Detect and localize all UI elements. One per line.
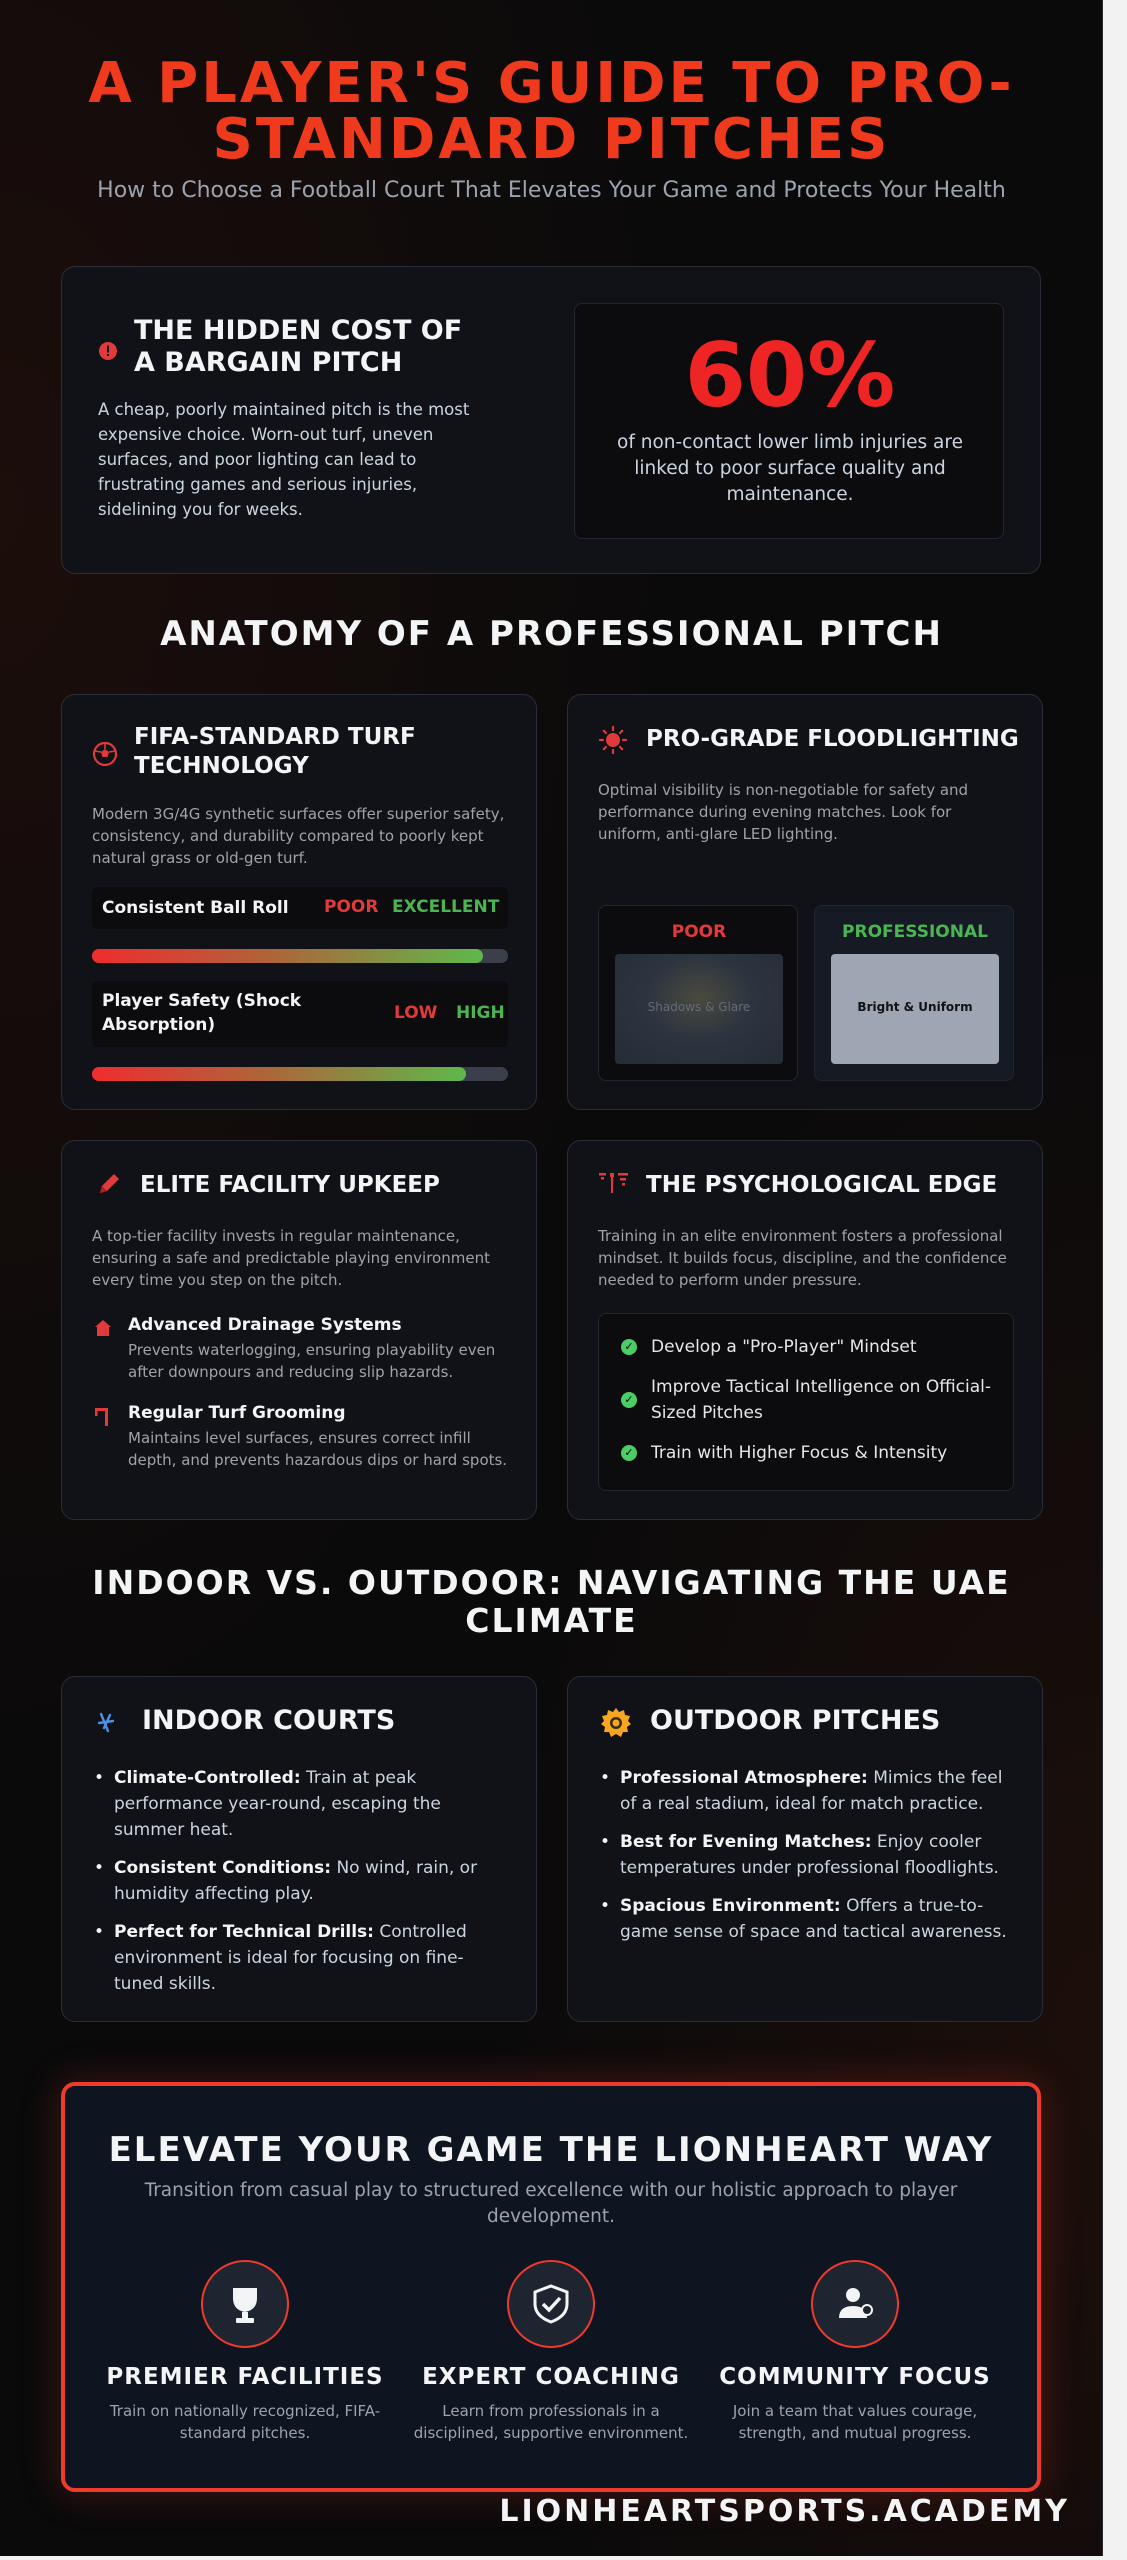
hidden-cost-title: THE HIDDEN COST OF A BARGAIN PITCH bbox=[134, 315, 463, 378]
metric-ball-roll-fill bbox=[92, 949, 483, 963]
psych-card bbox=[567, 1140, 1043, 1520]
alert-icon bbox=[98, 341, 118, 361]
check-icon: ✓ bbox=[621, 1392, 637, 1408]
brain-signal-icon bbox=[598, 1171, 630, 1197]
page-subtitle: How to Choose a Football Court That Elevates Your Game and Protects Your Health bbox=[97, 178, 1006, 203]
list-item: • Spacious Environment: Offers a true-to-game sense of space and tactical awareness. bbox=[598, 1893, 1014, 1945]
outdoor-card bbox=[567, 1676, 1043, 2022]
metric-ball-roll-bar bbox=[92, 949, 508, 963]
psych-title: THE PSYCHOLOGICAL EDGE bbox=[646, 1172, 998, 1198]
lighting-card bbox=[567, 694, 1043, 1110]
turf-title: FIFA-STANDARD TURF TECHNOLOGY bbox=[134, 724, 416, 779]
metric-name: Consistent Ball Roll bbox=[102, 898, 289, 918]
indoor-title: INDOOR COURTS bbox=[142, 1705, 396, 1736]
checklist-item: ✓ Train with Higher Focus & Intensity bbox=[621, 1440, 1001, 1466]
upkeep-item-text: Maintains level surfaces, ensures correct infill depth, and prevents hazardous dips or hard spots. bbox=[128, 1429, 508, 1469]
check-icon: ✓ bbox=[621, 1339, 637, 1355]
sun-icon bbox=[600, 1707, 632, 1739]
check-icon: ✓ bbox=[621, 1445, 637, 1461]
house-icon bbox=[94, 1319, 112, 1337]
cta-subtitle: Transition from casual play to structured excellence with our holistic approach to player development. bbox=[144, 2180, 958, 2227]
lighting-pro-label: PROFESSIONAL bbox=[842, 922, 988, 942]
upkeep-item-title: Regular Turf Grooming bbox=[128, 1403, 346, 1423]
indoor-card bbox=[61, 1676, 537, 2022]
upkeep-item-text: Prevents waterlogging, ensuring playability even after downpours and reducing slip hazards. bbox=[128, 1341, 496, 1381]
indoor-list bbox=[92, 1765, 508, 2009]
upkeep-item-title: Advanced Drainage Systems bbox=[128, 1315, 402, 1335]
user-group-icon bbox=[811, 2260, 899, 2348]
shield-check-icon bbox=[507, 2260, 595, 2348]
lighting-pro-panel bbox=[814, 905, 1014, 1081]
pillar-text: Join a team that values courage, strength, and mutual progress. bbox=[732, 2402, 978, 2442]
outdoor-title: OUTDOOR PITCHES bbox=[650, 1705, 941, 1736]
hidden-cost-text: A cheap, poorly maintained pitch is the most expensive choice. Worn-out turf, uneven surfaces, and poor lighting can lead to frustrating games and serious injuries, sidelining you for weeks. bbox=[98, 400, 470, 519]
floodlight-icon bbox=[598, 725, 628, 755]
lighting-pro-caption: Bright & Uniform bbox=[857, 1000, 973, 1014]
footer-brand[interactable]: LIONHEARTSPORTS.ACADEMY bbox=[499, 2494, 1070, 2529]
turf-card bbox=[61, 694, 537, 1110]
lighting-text: Optimal visibility is non-negotiable for safety and performance during evening matches. Look for uniform, anti-glare LED lighting. bbox=[598, 781, 969, 843]
lighting-poor-label: POOR bbox=[671, 922, 727, 942]
rake-icon bbox=[94, 1407, 112, 1427]
lighting-pro-sample bbox=[831, 954, 999, 1064]
metric-high-label: EXCELLENT bbox=[392, 897, 500, 917]
stat-box bbox=[574, 303, 1004, 539]
pillar-title: COMMUNITY FOCUS bbox=[719, 2364, 991, 2390]
stat-value: 60% bbox=[684, 324, 896, 427]
metric-high-label: HIGH bbox=[456, 1003, 505, 1023]
metric-ball-roll bbox=[92, 887, 508, 929]
pillar-title: EXPERT COACHING bbox=[422, 2364, 680, 2390]
hidden-cost-card bbox=[61, 266, 1041, 574]
lighting-title: PRO-GRADE FLOODLIGHTING bbox=[646, 726, 1019, 752]
lighting-poor-panel bbox=[598, 905, 798, 1081]
trophy-icon bbox=[201, 2260, 289, 2348]
cta-title: ELEVATE YOUR GAME THE LIONHEART WAY bbox=[108, 2130, 994, 2170]
list-item: • Perfect for Technical Drills: Controlled environment is ideal for focusing on fine-tuned skills. bbox=[92, 1919, 508, 1997]
checklist-item: ✓ Develop a "Pro-Player" Mindset bbox=[621, 1334, 1001, 1360]
checklist-item: ✓ Improve Tactical Intelligence on Official-Sized Pitches bbox=[621, 1374, 1001, 1426]
page-edge bbox=[1103, 0, 1127, 2560]
upkeep-card bbox=[61, 1140, 537, 1520]
upkeep-text: A top-tier facility invests in regular maintenance, ensuring a safe and predictable playing environment every time you step on the pitch. bbox=[92, 1227, 490, 1289]
snowflake-icon bbox=[96, 1711, 120, 1735]
pillar-title: PREMIER FACILITIES bbox=[106, 2364, 384, 2390]
psych-text: Training in an elite environment fosters a professional mindset. It builds focus, discipline, and the confidence needed to perform under pressure. bbox=[598, 1227, 1007, 1289]
lighting-poor-caption: Shadows & Glare bbox=[647, 1000, 751, 1014]
metric-name: Player Safety (Shock Absorption) bbox=[102, 991, 302, 1035]
metric-low-label: LOW bbox=[394, 1003, 438, 1023]
outdoor-list bbox=[598, 1765, 1014, 1957]
metric-player-safety bbox=[92, 981, 508, 1047]
metric-player-safety-fill bbox=[92, 1067, 466, 1081]
upkeep-title: ELITE FACILITY UPKEEP bbox=[140, 1172, 440, 1198]
soccer-ball-icon bbox=[92, 741, 118, 767]
list-item: • Climate-Controlled: Train at peak performance year-round, escaping the summer heat. bbox=[92, 1765, 508, 1843]
anatomy-heading: ANATOMY OF A PROFESSIONAL PITCH bbox=[160, 614, 943, 654]
pillar-text: Train on nationally recognized, FIFA- standard pitches. bbox=[109, 2402, 381, 2442]
climate-heading: INDOOR VS. OUTDOOR: NAVIGATING THE UAE CLIMATE bbox=[92, 1563, 1011, 1640]
list-item: • Consistent Conditions: No wind, rain, or humidity affecting play. bbox=[92, 1855, 508, 1907]
list-item: • Best for Evening Matches: Enjoy cooler temperatures under professional floodlights. bbox=[598, 1829, 1014, 1881]
stat-text: of non-contact lower limb injuries are linked to poor surface quality and maintenance. bbox=[617, 432, 963, 505]
turf-text: Modern 3G/4G synthetic surfaces offer superior safety, consistency, and durability compared to poorly kept natural grass or old-gen turf. bbox=[92, 805, 505, 867]
pencil-icon bbox=[96, 1171, 122, 1197]
metric-player-safety-bar bbox=[92, 1067, 508, 1081]
lighting-poor-sample bbox=[615, 954, 783, 1064]
cta-panel bbox=[61, 2082, 1041, 2492]
metric-low-label: POOR bbox=[324, 897, 379, 917]
list-item: • Professional Atmosphere: Mimics the feel of a real stadium, ideal for match practice. bbox=[598, 1765, 1014, 1817]
psych-checklist bbox=[598, 1313, 1014, 1491]
page-title: A PLAYER'S GUIDE TO PRO- STANDARD PITCHES bbox=[88, 51, 1015, 172]
page-edge-bottom bbox=[0, 2556, 1127, 2560]
pillar-text: Learn from professionals in a disciplined, supportive environment. bbox=[413, 2402, 689, 2442]
